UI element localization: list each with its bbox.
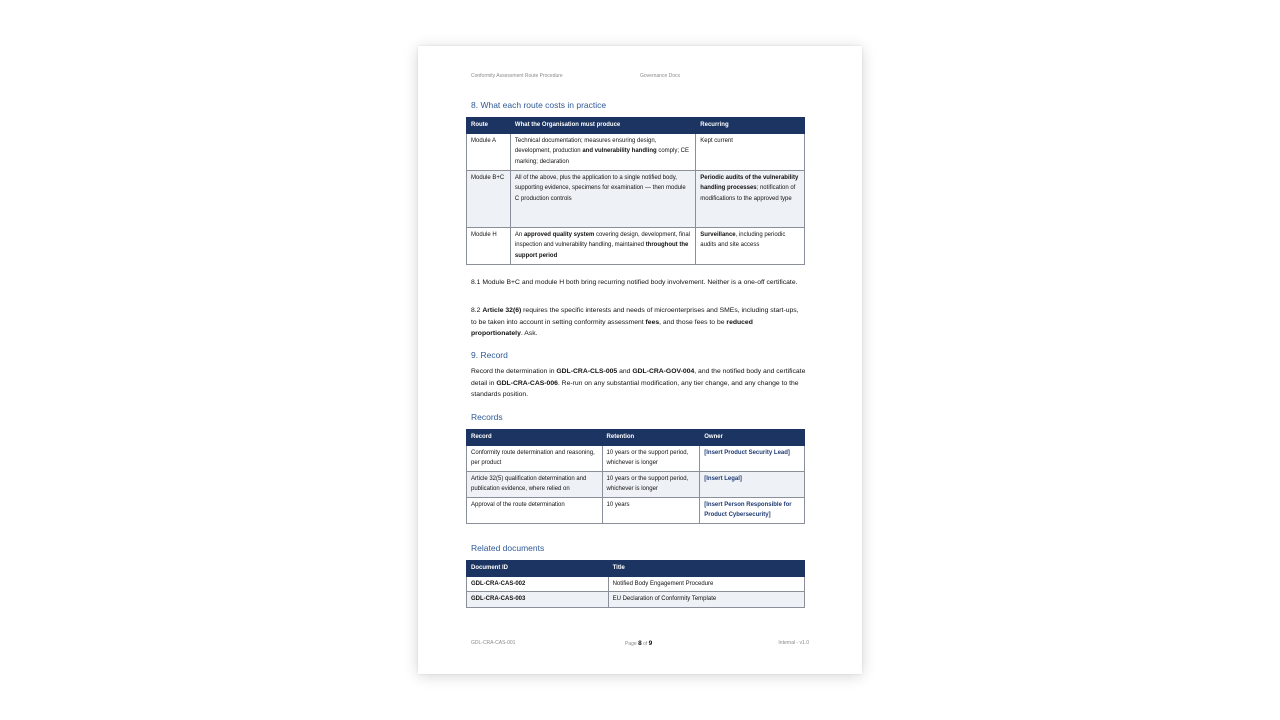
- document-title-cell: EU Declaration of Conformity Template: [608, 592, 804, 607]
- related-documents-table: [466, 560, 805, 608]
- related-documents-heading: Related documents: [471, 543, 545, 553]
- table-header-row: [467, 430, 805, 446]
- column-header: Record: [467, 430, 603, 446]
- footer-document-id: GDL-CRA-CAS-001: [471, 640, 516, 646]
- record-cell: Conformity route determination and reasoning, per product: [467, 446, 603, 472]
- table-header-row: [467, 118, 805, 134]
- column-header: Recurring: [696, 118, 805, 134]
- recurring-cell: Surveillance, including periodic audits and site access: [696, 228, 805, 265]
- retention-cell: 10 years or the support period, whichever is longer: [602, 472, 700, 498]
- column-header: What the Organisation must produce: [510, 118, 695, 134]
- document-id-cell: GDL-CRA-CAS-003: [467, 592, 609, 607]
- route-cell: Module A: [467, 134, 511, 171]
- column-header: Document ID: [467, 561, 609, 577]
- document-title-cell: Notified Body Engagement Procedure: [608, 577, 804, 592]
- section-9-heading: 9. Record: [471, 350, 508, 360]
- table-row: [467, 592, 805, 607]
- records-table: [466, 429, 805, 524]
- recurring-cell: Kept current: [696, 134, 805, 171]
- route-cell: Module B+C: [467, 171, 511, 228]
- retention-cell: 10 years: [602, 498, 700, 524]
- footer-version: Internal - v1.0: [778, 640, 809, 646]
- table-row: [467, 472, 805, 498]
- table-header-row: [467, 561, 805, 577]
- table-row: [467, 446, 805, 472]
- retention-cell: 10 years or the support period, whichever is longer: [602, 446, 700, 472]
- owner-cell: [Insert Product Security Lead]: [700, 446, 805, 472]
- record-cell: Article 32(5) qualification determination and publication evidence, where relied on: [467, 472, 603, 498]
- record-cell: Approval of the route determination: [467, 498, 603, 524]
- paragraph-8-2: 8.2 Article 32(6) requires the specific interests and needs of microenterprises and SMEs, including start-ups, to be taken into account in setting conformity assessment fees, and those fees to be reduced proportionately. Ask.: [471, 307, 799, 337]
- route-costs-table: [466, 117, 805, 265]
- recurring-cell: Periodic audits of the vulnerability handling processes; notification of modifications to the approved type: [696, 171, 805, 228]
- produce-cell: Technical documentation; measures ensuring design, development, production and vulnerability handling comply; CE marking; declaration: [510, 134, 695, 171]
- table-row: [467, 228, 805, 265]
- table-row: [467, 498, 805, 524]
- document-page: [418, 46, 862, 674]
- produce-cell: All of the above, plus the application to a single notified body, supporting evidence, specimens for examination — then module C production controls: [510, 171, 695, 228]
- section-8-heading: 8. What each route costs in practice: [471, 100, 607, 110]
- header-title: Conformity Assessment Route Procedure: [471, 73, 563, 79]
- records-heading: Records: [471, 412, 503, 422]
- owner-cell: [Insert Legal]: [700, 472, 805, 498]
- table-row: [467, 577, 805, 592]
- owner-cell: [Insert Person Responsible for Product Cybersecurity]: [700, 498, 805, 524]
- header-category: Governance Docs: [640, 73, 681, 79]
- table-row: [467, 134, 805, 171]
- column-header: Title: [608, 561, 804, 577]
- column-header: Owner: [700, 430, 805, 446]
- produce-cell: An approved quality system covering design, development, final inspection and vulnerability handling, maintained throughout the support period: [510, 228, 695, 265]
- footer-page-number: Page 8 of 9: [625, 640, 653, 647]
- paragraph-9: Record the determination in GDL-CRA-CLS-005 and GDL-CRA-GOV-004, and the notified body and certificate detail in GDL-CRA-CAS-006. Re-run on any substantial modification, any tier change, and any change to the standards position.: [471, 368, 806, 398]
- paragraph-8-1: 8.1 Module B+C and module H both bring recurring notified body involvement. Neither is a one-off certificate.: [471, 279, 798, 286]
- table-row: [467, 171, 805, 228]
- column-header: Route: [467, 118, 511, 134]
- column-header: Retention: [602, 430, 700, 446]
- route-cell: Module H: [467, 228, 511, 265]
- document-id-cell: GDL-CRA-CAS-002: [467, 577, 609, 592]
